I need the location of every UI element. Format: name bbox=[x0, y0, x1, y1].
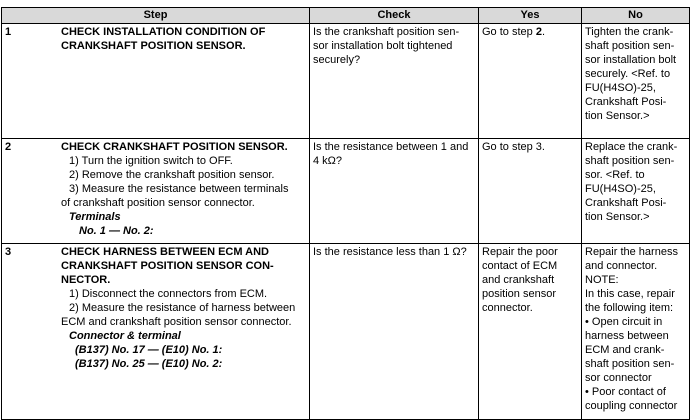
no-line: tion Sensor.> bbox=[585, 211, 650, 223]
connector-terminal-heading: Connector & terminal bbox=[69, 330, 181, 342]
header-yes: Yes bbox=[479, 8, 582, 24]
diagnostic-table bbox=[1, 7, 690, 420]
check-line: securely? bbox=[313, 54, 361, 66]
yes-line: position sensor bbox=[482, 288, 556, 300]
step-title-line: NECTOR. bbox=[61, 274, 111, 286]
no-line: and connector. bbox=[585, 260, 658, 272]
header-no: No bbox=[582, 8, 690, 24]
yes-suffix: . bbox=[541, 26, 545, 38]
no-line: sor. <Ref. to bbox=[585, 169, 645, 181]
header-row bbox=[2, 8, 690, 24]
check-cell bbox=[310, 244, 479, 420]
bullet-line: • Open circuit in bbox=[585, 316, 663, 328]
table-row bbox=[2, 244, 690, 420]
procedure-item: 1) Disconnect the connectors from ECM. bbox=[69, 288, 268, 300]
procedure-item: 1) Turn the ignition switch to OFF. bbox=[69, 155, 233, 167]
no-line: securely. <Ref. to bbox=[585, 68, 671, 80]
yes-line: connector. bbox=[482, 302, 533, 314]
terminal-spec: No. 1 — No. 2: bbox=[79, 225, 154, 237]
no-line: Repair the harness bbox=[585, 246, 678, 258]
table-row bbox=[2, 24, 690, 139]
no-line: tion Sensor.> bbox=[585, 110, 650, 122]
no-line: FU(H4SO)-25, bbox=[585, 183, 656, 195]
table-row bbox=[2, 139, 690, 244]
check-cell bbox=[310, 24, 479, 139]
procedure-item: 3) Measure the resistance between terminals bbox=[69, 183, 289, 195]
no-line: Tighten the crank- bbox=[585, 26, 674, 38]
procedure-item: 2) Measure the resistance of harness between bbox=[69, 302, 296, 314]
step-title-line: CHECK HARNESS BETWEEN ECM AND bbox=[61, 246, 269, 258]
check-line: Is the crankshaft position sen- bbox=[313, 26, 460, 38]
step-number: 2 bbox=[5, 141, 12, 153]
no-line: sor installation bolt bbox=[585, 54, 677, 66]
no-cell bbox=[582, 139, 690, 244]
yes-cell bbox=[479, 24, 582, 139]
no-line: Replace the crank- bbox=[585, 141, 678, 153]
bullet-line: coupling connector bbox=[585, 400, 678, 412]
step-cell bbox=[2, 244, 310, 420]
yes-line: contact of ECM bbox=[482, 260, 558, 272]
check-line: Is the resistance between 1 and bbox=[313, 141, 469, 153]
step-number: 3 bbox=[5, 246, 12, 258]
bullet-line: • Poor contact of bbox=[585, 386, 666, 398]
yes-cell bbox=[479, 244, 582, 420]
note-label: NOTE: bbox=[585, 274, 619, 286]
step-title-line: CRANKSHAFT POSITION SENSOR. bbox=[61, 40, 246, 52]
no-line: In this case, repair bbox=[585, 288, 675, 300]
step-title-line: CRANKSHAFT POSITION SENSOR CON- bbox=[61, 260, 274, 272]
no-cell bbox=[582, 244, 690, 420]
step-number: 1 bbox=[5, 26, 12, 38]
step-title-line: CHECK CRANKSHAFT POSITION SENSOR. bbox=[61, 141, 288, 153]
bullet-line: sor connector bbox=[585, 372, 652, 384]
no-line: shaft position sen- bbox=[585, 40, 675, 52]
step-cell bbox=[2, 24, 310, 139]
procedure-item: 2) Remove the crankshaft position sensor. bbox=[69, 169, 275, 181]
procedure-item-cont: of crankshaft position sensor connector. bbox=[61, 197, 255, 209]
yes-cell bbox=[479, 139, 582, 244]
check-line: sor installation bolt tightened bbox=[313, 40, 453, 52]
bullet-item bbox=[585, 315, 686, 385]
bullet-item bbox=[585, 385, 686, 413]
yes-step-link[interactable]: 2 bbox=[535, 26, 542, 38]
no-line: the following item: bbox=[585, 302, 674, 314]
no-line: Crankshaft Posi- bbox=[585, 197, 667, 209]
step-cell bbox=[2, 139, 310, 244]
bullet-line: shaft position sen- bbox=[585, 358, 675, 370]
bullet-line: harness between bbox=[585, 330, 669, 342]
yes-line: and crankshaft bbox=[482, 274, 555, 286]
check-cell bbox=[310, 139, 479, 244]
yes-line: Go to step 3. bbox=[482, 141, 545, 153]
header-check: Check bbox=[310, 8, 479, 24]
step-title-line: CHECK INSTALLATION CONDITION OF bbox=[61, 26, 266, 38]
no-line: FU(H4SO)-25, bbox=[585, 82, 656, 94]
terminals-heading: Terminals bbox=[69, 211, 121, 223]
check-line: 4 kΩ? bbox=[313, 155, 343, 167]
no-cell bbox=[582, 24, 690, 139]
no-line: Crankshaft Posi- bbox=[585, 96, 667, 108]
terminal-spec: (B137) No. 17 — (E10) No. 1: bbox=[75, 344, 223, 356]
header-step: Step bbox=[2, 8, 310, 24]
bullet-line: ECM and crank- bbox=[585, 344, 665, 356]
terminal-spec: (B137) No. 25 — (E10) No. 2: bbox=[75, 358, 223, 370]
no-line: shaft position sen- bbox=[585, 155, 675, 167]
check-line: Is the resistance less than 1 Ω? bbox=[313, 246, 467, 258]
yes-prefix: Go to step bbox=[482, 26, 536, 38]
procedure-item-cont: ECM and crankshaft position sensor connector. bbox=[61, 316, 292, 328]
yes-line: Repair the poor bbox=[482, 246, 558, 258]
